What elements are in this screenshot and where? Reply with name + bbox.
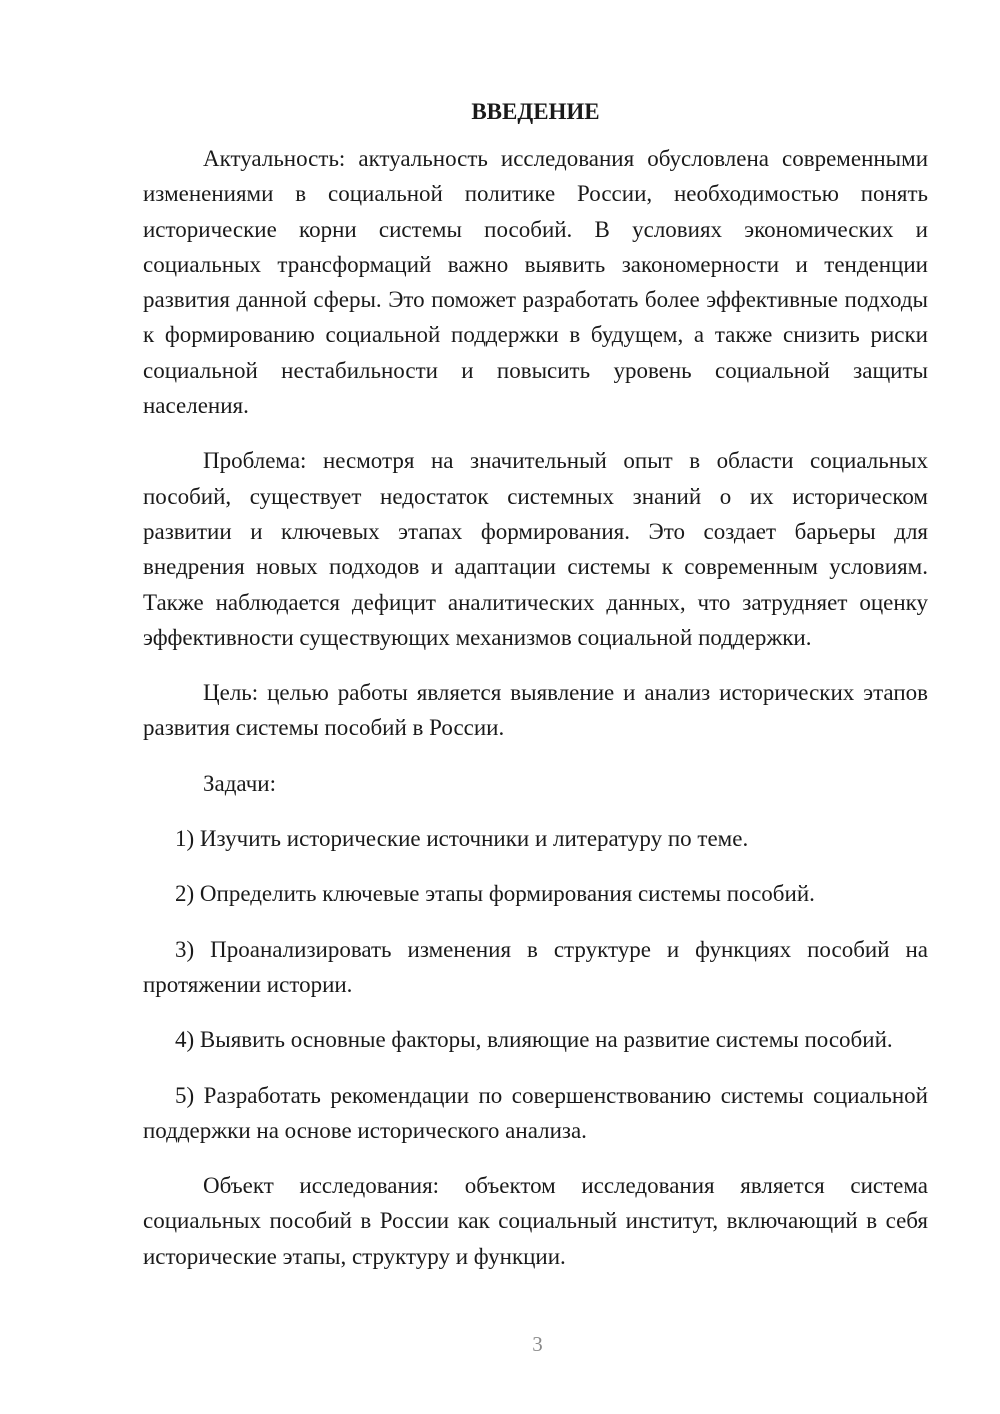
task-item-5: 5) Разработать рекомендации по совершенствованию системы социальной поддержки на основе исторического анализа. [143, 1082, 928, 1143]
goal-paragraph: Цель: целью работы является выявление и анализ исторических этапов развития системы пособий в России. [143, 680, 928, 741]
task-item-1: 1) Изучить исторические источники и литературу по теме. [175, 826, 749, 852]
task-item-3: 3) Проанализировать изменения в структуре и функциях пособий на протяжении истории. [143, 936, 928, 997]
document-body [143, 94, 928, 1294]
task-item-4: 4) Выявить основные факторы, влияющие на развитие системы пособий. [175, 1027, 893, 1053]
section-title: ВВЕДЕНИЕ [471, 99, 600, 124]
tasks-heading: Задачи: [203, 770, 276, 796]
task-item-2: 2) Определить ключевые этапы формирования системы пособий. [175, 881, 815, 907]
relevance-paragraph: Актуальность: актуальность исследования обусловлена современными изменениями в социальной политике России, необходимостью понять исторические корни системы пособий. В условиях экономических и социальных трансформаций важно выявить закономерности и тенденции развития данной сферы. Это поможет разработать более эффективные подходы к формированию социальной поддержки в будущем, а также снизить риски социальной нестабильности и повысить уровень социальной защиты населения. [143, 146, 928, 419]
problem-paragraph: Проблема: несмотря на значительный опыт в области социальных пособий, существует недостаток системных знаний о их историческом развитии и ключевых этапах формирования. Это создает барьеры для внедрения новых подходов и адаптации системы к современным условиям. Также наблюдается дефицит аналитических данных, что затрудняет оценку эффективности существующих механизмов социальной поддержки. [143, 448, 928, 650]
object-paragraph: Объект исследования: объектом исследования является система социальных пособий в России как социальный институт, включающий в себя исторические этапы, структуру и функции. [143, 1173, 928, 1269]
page-number: 3 [532, 1332, 543, 1356]
